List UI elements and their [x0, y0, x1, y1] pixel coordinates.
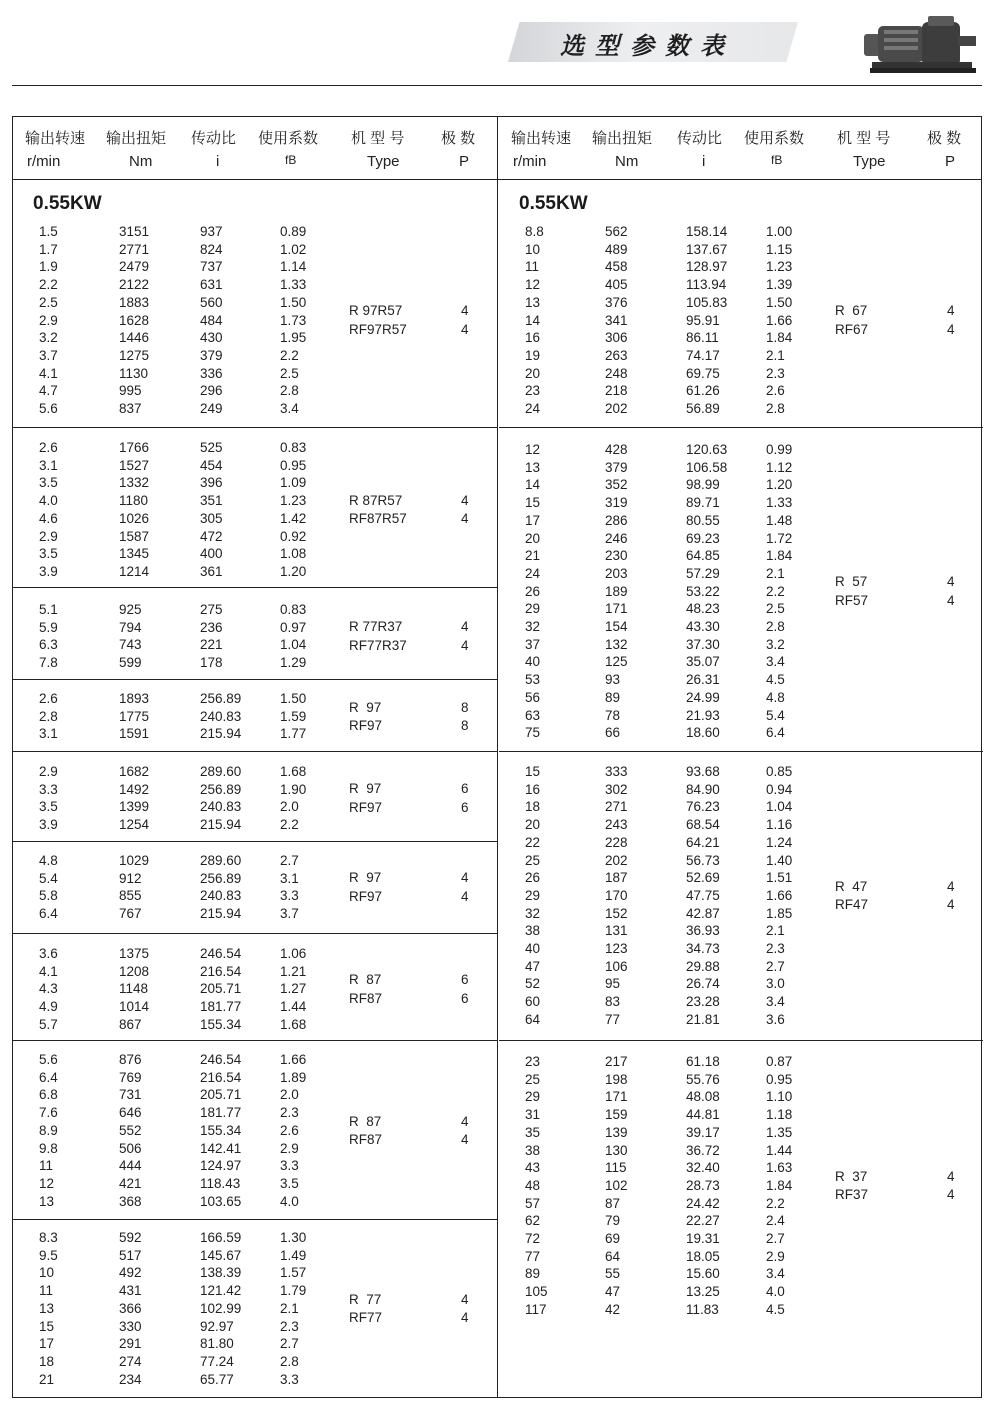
col-poles-cn: 极 数 [441, 130, 476, 147]
right-group-1-speed: 12 13 14 15 17 20 21 24 26 29 32 37 40 53 56 63 75 [525, 442, 541, 741]
col-ratio-cn: 传动比 [677, 130, 723, 147]
right-group-2-fb: 0.85 0.94 1.04 1.16 1.24 1.40 1.51 1.66 1.85 2.1 2.3 2.7 3.0 3.4 3.6 [766, 764, 793, 1027]
col-fb-en: fB [771, 153, 783, 167]
col-speed-en: r/min [27, 153, 61, 170]
left-group-0-torque: 3151 2771 2479 2122 1883 1628 1446 1275 1130 995 837 [119, 224, 150, 417]
left-group-1-poles: 4 4 [461, 492, 469, 527]
col-poles-cn: 极 数 [927, 130, 962, 147]
left-group-7-poles: 4 4 [461, 1113, 469, 1148]
gear-motor-icon [862, 12, 982, 76]
left-group-6-speed: 3.6 4.1 4.3 4.9 5.7 [39, 946, 58, 1032]
header-divider [12, 85, 982, 86]
left-group-divider [13, 933, 497, 934]
left-group-divider [13, 679, 497, 680]
left-group-2-torque: 925 794 743 599 [119, 602, 142, 671]
right-group-3-torque: 217 198 171 159 139 130 115 102 87 79 69 64 55 47 42 [605, 1054, 628, 1317]
right-group-0-torque: 562 489 458 405 376 341 306 263 248 218 202 [605, 224, 628, 417]
left-group-7-torque: 876 769 731 646 552 506 444 421 368 [119, 1052, 142, 1209]
col-type-cn: 机 型 号 [351, 130, 405, 147]
left-group-5-speed: 4.8 5.4 5.8 6.4 [39, 853, 58, 922]
right-group-divider [499, 1040, 983, 1041]
col-type-en: Type [853, 153, 886, 170]
left-group-6-torque: 1375 1208 1148 1014 867 [119, 946, 150, 1032]
right-group-3-fb: 0.87 0.95 1.10 1.18 1.35 1.44 1.63 1.84 2.2 2.4 2.7 2.9 3.4 4.0 4.5 [766, 1054, 793, 1317]
right-group-3-type: R 37 RF37 [835, 1168, 869, 1203]
left-group-4-torque: 1682 1492 1399 1254 [119, 764, 150, 833]
left-group-8-fb: 1.30 1.49 1.57 1.79 2.1 2.3 2.7 2.8 3.3 [280, 1230, 307, 1387]
left-group-3-fb: 1.50 1.59 1.77 [280, 691, 307, 742]
left-group-4-poles: 6 6 [461, 781, 469, 815]
left-group-divider [13, 427, 497, 428]
selection-table [12, 116, 982, 1398]
left-group-6-fb: 1.06 1.21 1.27 1.44 1.68 [280, 946, 307, 1032]
left-group-5-poles: 4 4 [461, 870, 469, 904]
col-ratio-en: i [216, 153, 220, 170]
right-group-2-ratio: 93.68 84.90 76.23 68.54 64.21 56.73 52.69 47.75 42.87 36.93 34.73 29.88 26.74 23.28 21.81 [686, 764, 720, 1027]
col-type-cn: 机 型 号 [837, 130, 891, 147]
left-group-1-fb: 0.83 0.95 1.09 1.23 1.42 0.92 1.08 1.20 [280, 440, 307, 579]
right-group-1-type: R 57 RF57 [835, 574, 869, 608]
col-ratio-en: i [702, 153, 706, 170]
col-fb-cn: 使用系数 [258, 130, 319, 147]
left-group-divider [13, 1040, 497, 1041]
right-group-0-fb: 1.00 1.15 1.23 1.39 1.50 1.66 1.84 2.1 2.3 2.6 2.8 [766, 224, 793, 417]
left-group-5-torque: 1029 912 855 767 [119, 853, 150, 922]
page-title: 选型参数表 [560, 32, 735, 60]
right-group-1-poles: 4 4 [947, 574, 955, 608]
col-speed-en: r/min [513, 153, 547, 170]
left-group-0-poles: 4 4 [461, 303, 469, 337]
left-group-4-fb: 1.68 1.90 2.0 2.2 [280, 764, 307, 833]
left-group-8-speed: 8.3 9.5 10 11 13 15 17 18 21 [39, 1230, 58, 1387]
right-group-2-type: R 47 RF47 [835, 878, 869, 913]
col-torque-en: Nm [615, 153, 639, 170]
right-group-1-ratio: 120.63 106.58 98.99 89.71 80.55 69.23 64.85 57.29 53.22 48.23 43.30 37.30 35.07 26.31 24.99 21.93 18.60 [686, 442, 728, 741]
left-group-1-torque: 1766 1527 1332 1180 1026 1587 1345 1214 [119, 440, 150, 579]
left-group-0-speed: 1.5 1.7 1.9 2.2 2.5 2.9 3.2 3.7 4.1 4.7 5.6 [39, 224, 58, 417]
left-group-2-ratio: 275 236 221 178 [200, 602, 223, 671]
left-group-6-type: R 87 RF87 [349, 972, 383, 1006]
left-group-7-ratio: 246.54 216.54 205.71 181.77 155.34 142.41 124.97 118.43 103.65 [200, 1052, 242, 1209]
left-group-7-speed: 5.6 6.4 6.8 7.6 8.9 9.8 11 12 13 [39, 1052, 58, 1209]
col-fb-cn: 使用系数 [744, 130, 805, 147]
right-group-3-ratio: 61.18 55.76 48.08 44.81 39.17 36.72 32.40 28.73 24.42 22.27 19.31 18.05 15.60 13.25 11.83 [686, 1054, 720, 1317]
right-group-0-poles: 4 4 [947, 303, 955, 337]
left-group-6-poles: 6 6 [461, 972, 469, 1006]
right-group-0-ratio: 158.14 137.67 128.97 113.94 105.83 95.91 86.11 74.17 69.75 61.26 56.89 [686, 224, 728, 417]
left-group-3-type: R 97 RF97 [349, 699, 383, 734]
col-poles-en: P [945, 153, 956, 170]
left-group-8-torque: 592 517 492 431 366 330 291 274 234 [119, 1230, 142, 1387]
left-group-7-type: R 87 RF87 [349, 1113, 383, 1148]
left-group-divider [13, 587, 497, 588]
left-group-5-type: R 97 RF97 [349, 870, 383, 904]
left-group-4-ratio: 289.60 256.89 240.83 215.94 [200, 764, 242, 833]
right-group-1-fb: 0.99 1.12 1.20 1.33 1.48 1.72 1.84 2.1 2.2 2.5 2.8 3.2 3.4 4.5 4.8 5.4 6.4 [766, 442, 793, 741]
right-group-0-type: R 67 RF67 [835, 303, 869, 337]
left-group-3-poles: 8 8 [461, 699, 469, 734]
left-group-3-torque: 1893 1775 1591 [119, 691, 150, 742]
right-group-1-torque: 428 379 352 319 286 246 230 203 189 171 154 132 125 93 89 78 66 [605, 442, 628, 741]
right-header [499, 117, 983, 179]
col-torque-en: Nm [129, 153, 153, 170]
left-group-2-poles: 4 4 [461, 619, 469, 653]
left-group-2-type: R 77R37 RF77R37 [349, 619, 407, 653]
right-group-divider [499, 427, 983, 428]
col-poles-en: P [459, 153, 470, 170]
left-group-2-fb: 0.83 0.97 1.04 1.29 [280, 602, 307, 671]
col-type-en: Type [367, 153, 400, 170]
left-group-1-speed: 2.6 3.1 3.5 4.0 4.6 2.9 3.5 3.9 [39, 440, 58, 579]
left-group-5-fb: 2.7 3.1 3.3 3.7 [280, 853, 299, 922]
left-group-8-poles: 4 4 [461, 1291, 469, 1326]
right-group-2-speed: 15 16 18 20 22 25 26 29 32 38 40 47 52 60 64 [525, 764, 541, 1027]
col-torque-cn: 输出扭矩 [106, 130, 167, 147]
left-group-3-ratio: 256.89 240.83 215.94 [200, 691, 242, 742]
left-group-divider [13, 841, 497, 842]
left-group-divider [13, 1219, 497, 1220]
left-group-divider [13, 751, 497, 752]
col-torque-cn: 输出扭矩 [592, 130, 653, 147]
left-header [13, 117, 497, 179]
col-fb-en: fB [285, 153, 297, 167]
left-group-0-fb: 0.89 1.02 1.14 1.33 1.50 1.73 1.95 2.2 2.5 2.8 3.4 [280, 224, 307, 417]
left-group-5-ratio: 289.60 256.89 240.83 215.94 [200, 853, 242, 922]
left-group-8-ratio: 166.59 145.67 138.39 121.42 102.99 92.97 81.80 77.24 65.77 [200, 1230, 242, 1387]
right-group-3-speed: 23 25 29 31 35 38 43 48 57 62 72 77 89 105 117 [525, 1054, 548, 1317]
left-group-4-type: R 97 RF97 [349, 781, 383, 815]
left-group-3-speed: 2.6 2.8 3.1 [39, 691, 58, 742]
left-group-0-ratio: 937 824 737 631 560 484 430 379 336 296 249 [200, 224, 223, 417]
left-group-7-fb: 1.66 1.89 2.0 2.3 2.6 2.9 3.3 3.5 4.0 [280, 1052, 307, 1209]
header-row-divider [13, 179, 981, 180]
right-group-3-poles: 4 4 [947, 1168, 955, 1203]
left-group-4-speed: 2.9 3.3 3.5 3.9 [39, 764, 58, 833]
left-group-8-type: R 77 RF77 [349, 1291, 383, 1326]
right-group-divider [499, 751, 983, 752]
right-group-2-poles: 4 4 [947, 878, 955, 913]
left-group-1-type: R 87R57 RF87R57 [349, 492, 407, 527]
column-divider [497, 117, 498, 1397]
left-group-0-type: R 97R57 RF97R57 [349, 303, 407, 337]
left-group-1-ratio: 525 454 396 351 305 472 400 361 [200, 440, 223, 579]
right-group-0-speed: 8.8 10 11 12 13 14 16 19 20 23 24 [525, 224, 544, 417]
col-ratio-cn: 传动比 [191, 130, 237, 147]
left-group-2-speed: 5.1 5.9 6.3 7.8 [39, 602, 58, 671]
right-section-title: 0.55KW [519, 193, 588, 214]
right-group-2-torque: 333 302 271 243 228 202 187 170 152 131 123 106 95 83 77 [605, 764, 628, 1027]
left-group-6-ratio: 246.54 216.54 205.71 181.77 155.34 [200, 946, 242, 1032]
col-speed-cn: 输出转速 [511, 130, 572, 147]
col-speed-cn: 输出转速 [25, 130, 86, 147]
left-section-title: 0.55KW [33, 193, 102, 214]
